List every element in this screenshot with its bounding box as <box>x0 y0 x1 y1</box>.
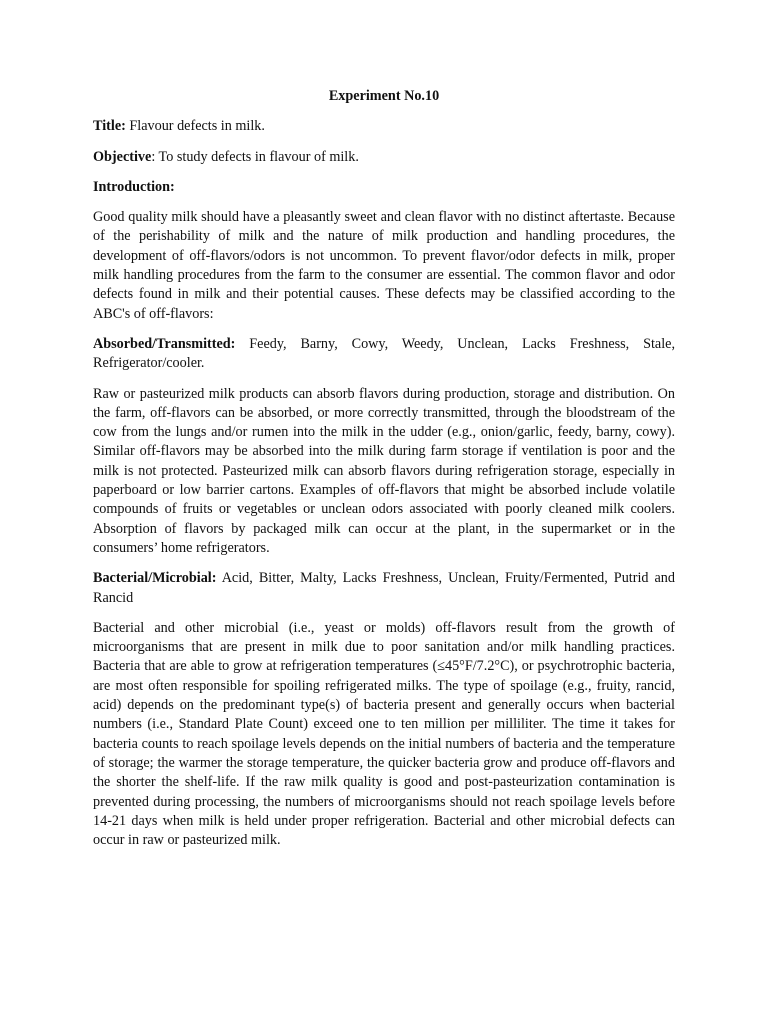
bacterial-paragraph: Bacterial and other microbial (i.e., yeast or molds) off-flavors result from the growth of microorganisms that are present in milk due to poor sanitation and/or milk handling practices. Bacteria that are able to grow at refrigeration temperatures (≤45°F/7.2°C), or psychrotrophic bacteria, are most often responsible for spoiling refrigerated milks. The type of spoilage (e.g., fruity, rancid, acid) depends on the predominant type(s) of bacteria present and generally occurs when bacterial numbers (i.e., Standard Plate Count) exceed one to ten million per milliliter. The time it takes for bacteria counts to reach spoilage levels depends on the initial numbers of bacteria and the temperature of storage; the warmer the storage temperature, the quicker bacteria grow and produce off-flavors and the shorter the shelf-life. If the raw milk quality is good and post-pasteurization contamination is prevented during processing, the numbers of microorganisms should not reach spoilage levels before 14-21 days when milk is held under proper refrigeration. Bacterial and other microbial defects can occur in raw or pasteurized milk. <box>93 619 675 849</box>
objective-line <box>93 148 675 167</box>
introduction-paragraph: Good quality milk should have a pleasantly sweet and clean flavor with no distinct aftertaste. Because of the perishability of milk and the nature of milk production and handling procedures, the development of off-flavors/odors is not uncommon. To prevent flavor/odor defects in milk, proper milk handling procedures from the farm to the consumer are essential. The common flavor and odor defects found in milk and their potential causes. These defects may be classified according to the ABC's of off-flavors: <box>93 209 675 322</box>
title-value: Flavour defects in milk. <box>125 118 265 135</box>
document-page <box>93 87 675 861</box>
objective-value: : To study defects in flavour of milk. <box>151 148 359 165</box>
introduction-heading <box>93 178 675 197</box>
absorbed-label: Absorbed/Transmitted: <box>93 335 236 352</box>
objective-label: Objective <box>93 148 152 165</box>
title-label: Title: <box>93 118 126 135</box>
absorbed-paragraph: Raw or pasteurized milk products can absorb flavors during production, storage and distribution. On the farm, off-flavors can be absorbed, or more correctly transmitted, through the bloodstream of the cow from the lungs and/or rumen into the milk in the udder (e.g., onion/garlic, feedy, barny, cowy). Similar off-flavors may be absorbed into the milk during farm storage if ventilation is poor and the milk is not protected. Pasteurized milk can absorb flavors during refrigeration storage, especially in paperboard or low barrier cartons. Examples of off-flavors that might be absorbed include volatile compounds of fruits or vegetables or unclean odors associated with poorly cleaned milk coolers. Absorption of flavors by packaged milk can occur at the plant, in the supermarket or in the consumers’ home refrigerators. <box>93 385 675 556</box>
bacterial-line <box>93 569 675 608</box>
introduction-label: Introduction: <box>93 178 175 195</box>
bacterial-label: Bacterial/Microbial: <box>93 570 217 587</box>
experiment-heading: Experiment No.10 <box>328 88 440 104</box>
title-line <box>93 117 675 136</box>
absorbed-line <box>93 335 675 374</box>
absorbed-list: Feedy, Barny, Cowy, Weedy, Unclean, Lacks Freshness, Stale, Refrigerator/cooler. <box>93 335 675 372</box>
bacterial-list: Acid, Bitter, Malty, Lacks Freshness, Unclean, Fruity/Fermented, Putrid and Rancid <box>93 570 675 606</box>
